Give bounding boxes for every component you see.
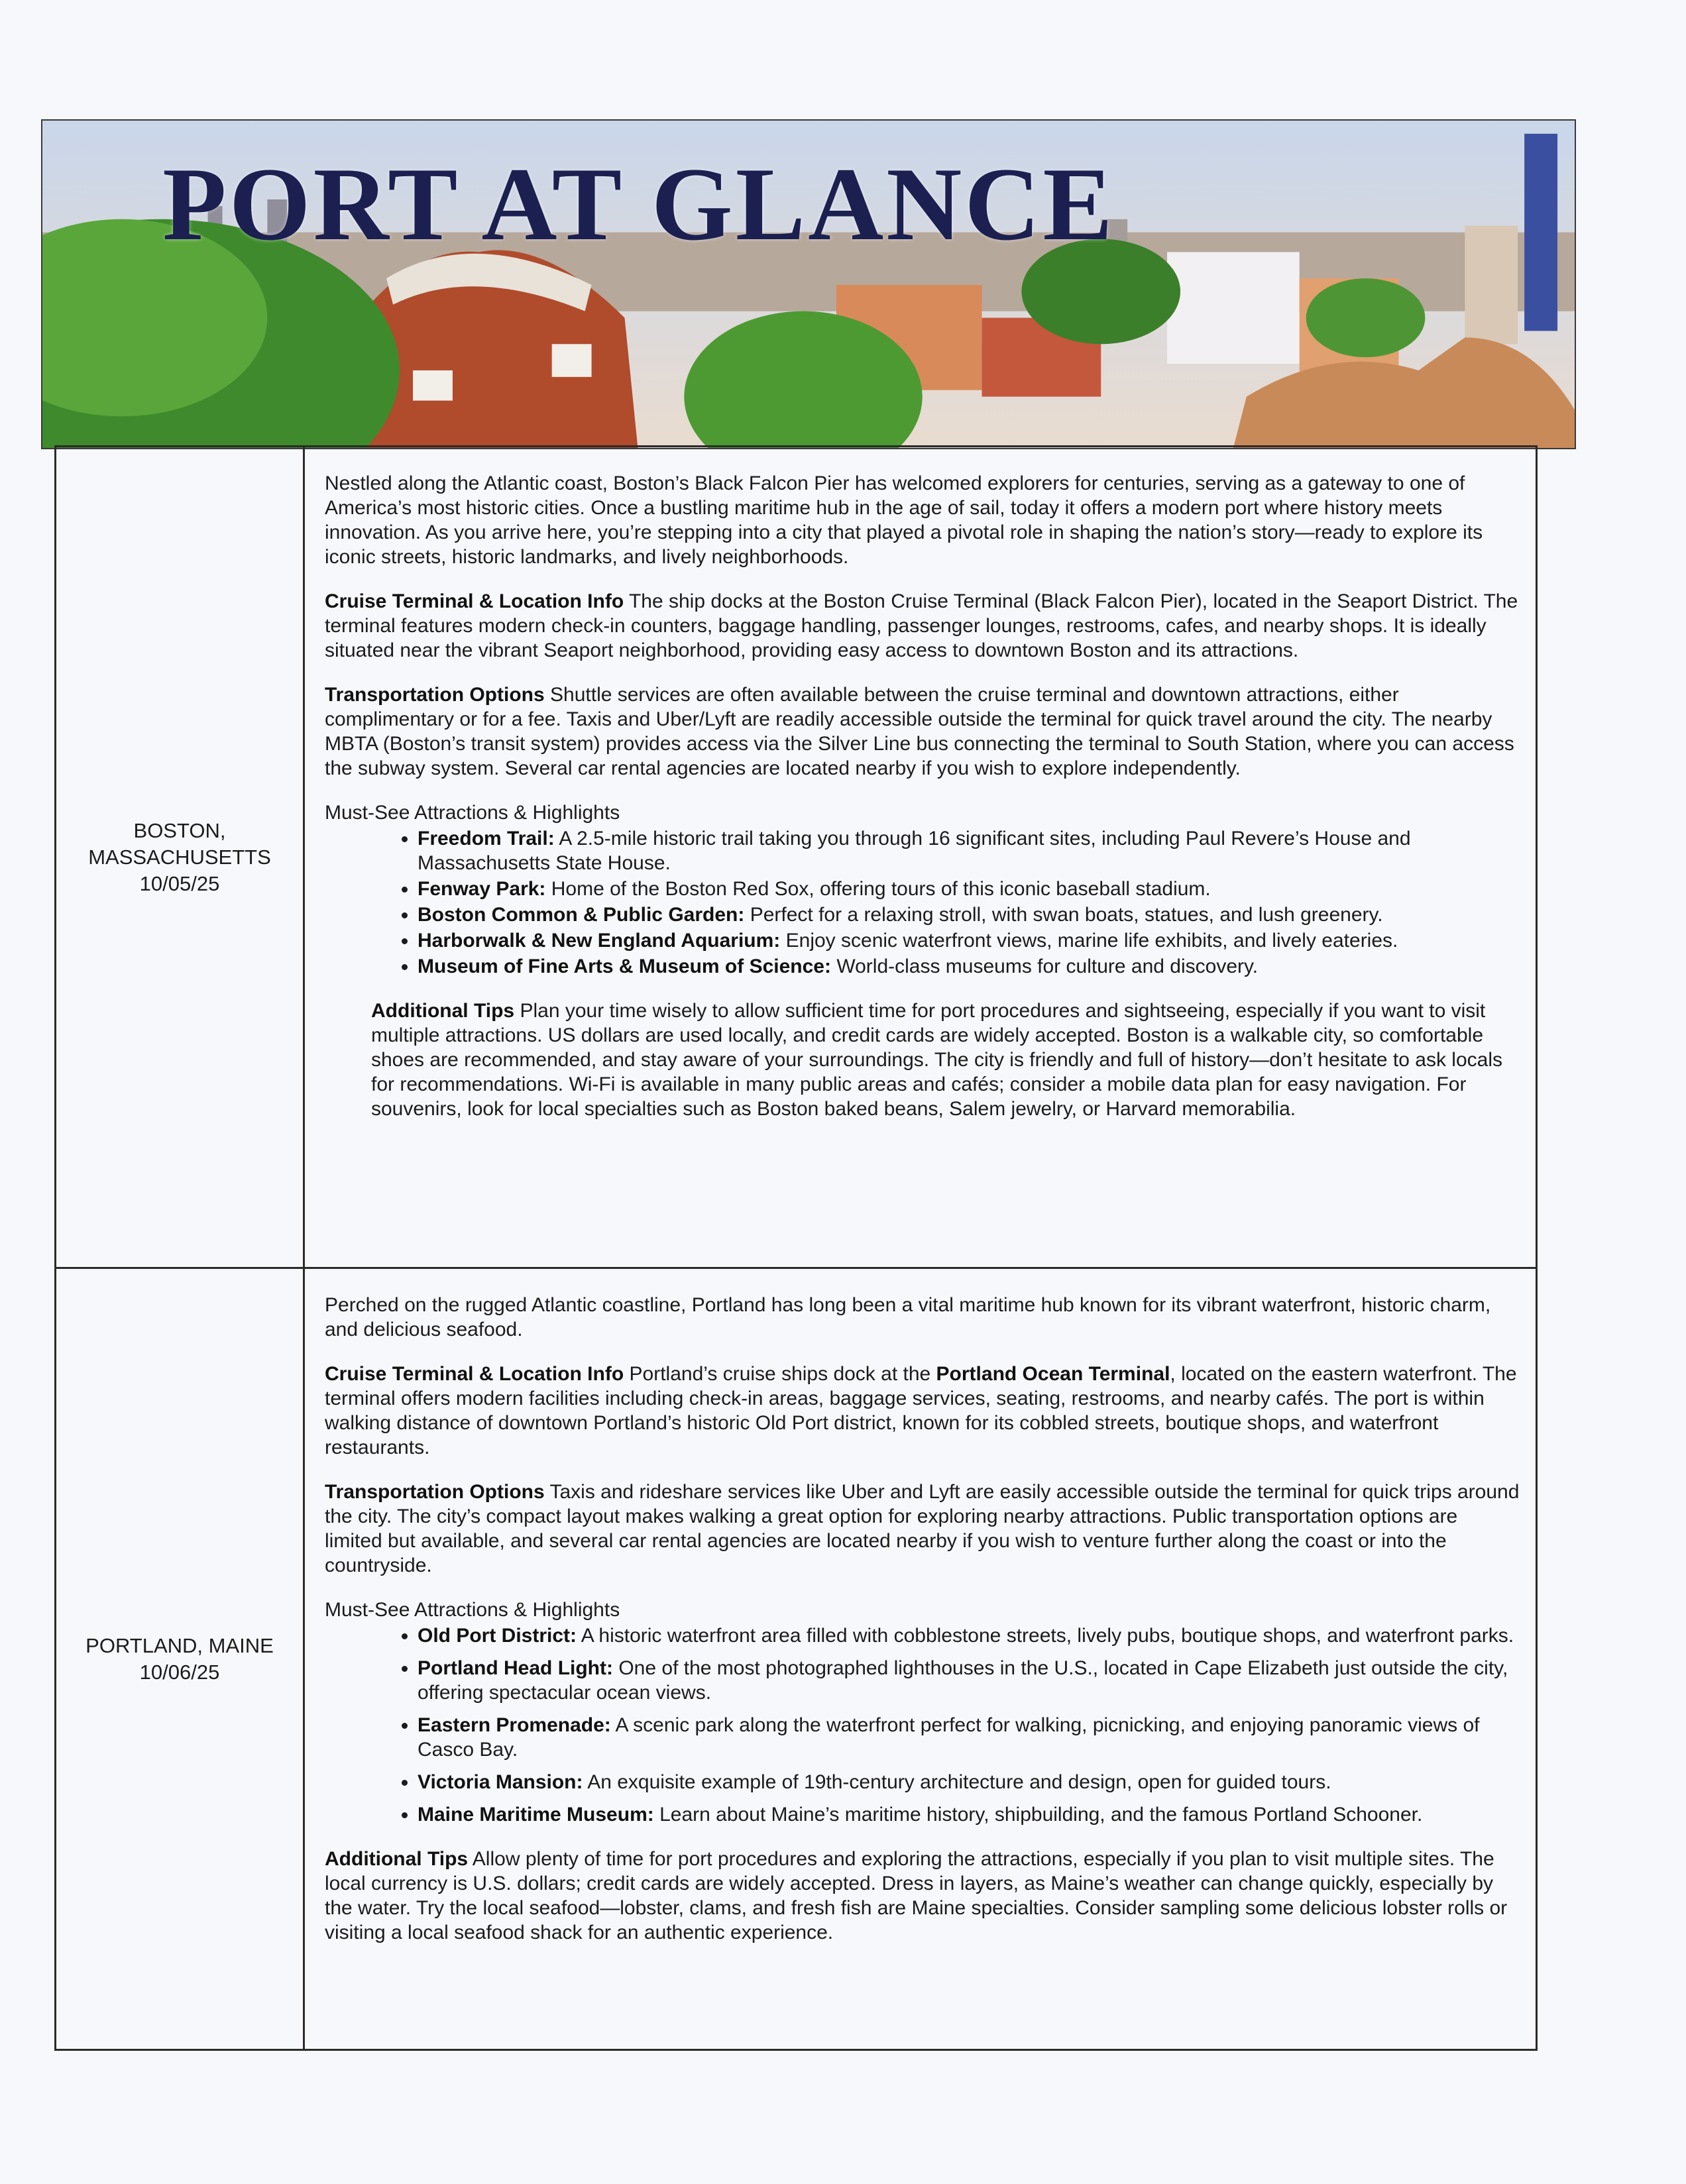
list-item: [418, 928, 1520, 953]
attraction-text: A historic waterfront area filled with cobblestone streets, lively pubs, boutique shops, and waterfront parks.: [581, 1625, 1514, 1647]
port-city: PORTLAND, MAINE: [85, 1633, 274, 1657]
section-text: Allow plenty of time for port procedures and exploring the attractions, especially if you plan to visit multiple sites. The local currency is U.S. dollars; credit cards are widely accepted. Dress in layers, as Maine’s weather can change quickly, especially by the water. Try the local seafood—lobster, clams, and fresh fish are Maine specialties. Consider sampling some delicious lobster rolls or visiting a local seafood shack for an authentic experience.: [325, 1848, 1508, 1943]
attraction-name: Freedom Trail:: [418, 828, 555, 849]
attraction-text: Learn about Maine’s maritime history, shipbuilding, and the famous Portland Schooner.: [659, 1804, 1423, 1826]
port-description-cell: [304, 447, 1537, 1268]
transport-info: [325, 1480, 1520, 1578]
banner-title: PORT AT GLANCE: [162, 146, 1115, 262]
section-heading: Transportation Options: [325, 1481, 545, 1503]
attraction-name: Victoria Mansion:: [418, 1771, 583, 1793]
list-item: [418, 826, 1520, 875]
table-row: [56, 447, 1537, 1268]
section-text: The ship docks at the Boston Cruise Terminal (Black Falcon Pier), located in the Seaport District. The terminal features modern check-in counters, baggage handling, passenger lounges, restrooms, cafes, and nearby shops. It is ideally situated near the vibrant Seaport neighborhood, providing easy access to downtown Boston and its attractions.: [325, 590, 1518, 661]
attractions-heading: Must-See Attractions & Highlights: [325, 1599, 620, 1621]
attraction-name: Museum of Fine Arts & Museum of Science:: [418, 956, 831, 977]
section-heading: Additional Tips: [325, 1848, 469, 1870]
ports-table: [54, 445, 1538, 2051]
attraction-name: Maine Maritime Museum:: [418, 1804, 654, 1826]
attraction-text: A scenic park along the waterfront perfect for walking, picnicking, and enjoying panoramic views of Casco Bay.: [418, 1714, 1480, 1761]
terminal-info: [325, 1362, 1520, 1460]
attraction-text: Enjoy scenic waterfront views, marine life exhibits, and lively eateries.: [785, 930, 1398, 952]
attraction-text: An exquisite example of 19th-century architecture and design, open for guided tours.: [587, 1771, 1331, 1793]
list-item: [418, 1713, 1520, 1762]
section-heading: Additional Tips: [371, 1000, 515, 1022]
transport-info: [325, 682, 1520, 781]
port-date: 10/05/25: [139, 871, 220, 895]
port-description-cell: [304, 1268, 1537, 2050]
attraction-text: World-class museums for culture and discovery.: [836, 956, 1259, 977]
attraction-text: Perfect for a relaxing stroll, with swan boats, statues, and lush greenery.: [750, 904, 1383, 926]
section-heading: Transportation Options: [325, 684, 545, 706]
port-city: BOSTON,: [133, 818, 226, 842]
list-item: [418, 954, 1520, 979]
list-item: [418, 877, 1520, 901]
port-date: 10/06/25: [139, 1660, 220, 1684]
attraction-name: Old Port District:: [418, 1625, 577, 1647]
additional-tips: [325, 1847, 1520, 1945]
section-heading: Cruise Terminal & Location Info: [325, 1363, 624, 1385]
list-item: [418, 902, 1520, 927]
section-text: , located on the eastern waterfront. The terminal offers modern facilities including check-in areas, baggage services, seating, restrooms, and nearby cafés. The port is within walking distance of downtown Portland’s historic Old Port district, known for its cobbled streets, boutique shops, and waterfront restaurants.: [325, 1363, 1517, 1458]
section-heading: Cruise Terminal & Location Info: [325, 590, 624, 612]
section-text: Portland’s cruise ships dock at the: [629, 1363, 931, 1385]
attraction-text: Home of the Boston Red Sox, offering tours of this iconic baseball stadium.: [551, 878, 1211, 900]
section-text: Shuttle services are often available between the cruise terminal and downtown attractions, either complimentary or for a fee. Taxis and Uber/Lyft are readily accessible outside the terminal for quick travel around the city. The nearby MBTA (Boston’s transit system) provides access via the Silver Line bus connecting the terminal to South Station, where you can access the subway system. Several car rental agencies are located nearby if you wish to explore independently.: [325, 684, 1514, 779]
port-location-cell: [56, 1268, 304, 2050]
section-text: Plan your time wisely to allow sufficient time for port procedures and sightseeing, especially if you want to visit multiple attractions. US dollars are used locally, and credit cards are widely accepted. Boston is a walkable city, so comfortable shoes are recommended, and stay aware of your surroundings. The city is friendly and full of history—don’t hesitate to ask locals for recommendations. Wi-Fi is available in many public areas and cafés; consider a mobile data plan for easy navigation. For souvenirs, look for local specialties such as Boston baked beans, Salem jewelry, or Harvard memorabilia.: [371, 1000, 1502, 1120]
attraction-text: A 2.5-mile historic trail taking you through 16 significant sites, including Paul Revere’s House and Massachusetts State House.: [418, 828, 1411, 874]
list-item: [418, 1656, 1520, 1705]
list-item: [418, 1802, 1520, 1827]
terminal-info: [325, 589, 1520, 663]
additional-tips: [325, 999, 1520, 1121]
list-item: [418, 1770, 1520, 1794]
attraction-name: Portland Head Light:: [418, 1657, 613, 1679]
section-text: Taxis and rideshare services like Uber and Lyft are easily accessible outside the terminal for quick trips around the city. The city’s compact layout makes walking a great option for exploring nearby attractions. Public transportation options are limited but available, and several car rental agencies are located nearby if you wish to venture further along the coast or into the countryside.: [325, 1481, 1520, 1576]
attraction-name: Fenway Park:: [418, 878, 546, 900]
attractions-list: [325, 826, 1520, 979]
port-state: MASSACHUSETTS: [88, 845, 271, 869]
table-row: [56, 1268, 1537, 2050]
list-item: [418, 1623, 1520, 1648]
port-intro: Perched on the rugged Atlantic coastline, Portland has long been a vital maritime hub known for its vibrant waterfront, historic charm, and delicious seafood.: [325, 1294, 1491, 1340]
terminal-name: Portland Ocean Terminal: [936, 1363, 1170, 1385]
attraction-name: Harborwalk & New England Aquarium:: [418, 930, 781, 952]
port-intro: Nestled along the Atlantic coast, Boston’s Black Falcon Pier has welcomed explorers for centuries, serving as a gateway to one of America’s most historic cities. Once a bustling maritime hub in the age of sail, today it offers a modern port where history meets innovation. As you arrive here, you’re stepping into a city that played a pivotal role in shaping the nation’s story—ready to explore its iconic streets, historic landmarks, and lively neighborhoods.: [325, 472, 1483, 568]
port-location-cell: [56, 447, 304, 1268]
attraction-text: One of the most photographed lighthouses in the U.S., located in Cape Elizabeth just outside the city, offering spectacular ocean views.: [418, 1657, 1508, 1704]
header-banner: [41, 119, 1576, 449]
attraction-name: Eastern Promenade:: [418, 1714, 611, 1736]
attraction-name: Boston Common & Public Garden:: [418, 904, 745, 926]
attractions-list: [325, 1623, 1520, 1827]
attractions-heading: Must-See Attractions & Highlights: [325, 802, 620, 824]
